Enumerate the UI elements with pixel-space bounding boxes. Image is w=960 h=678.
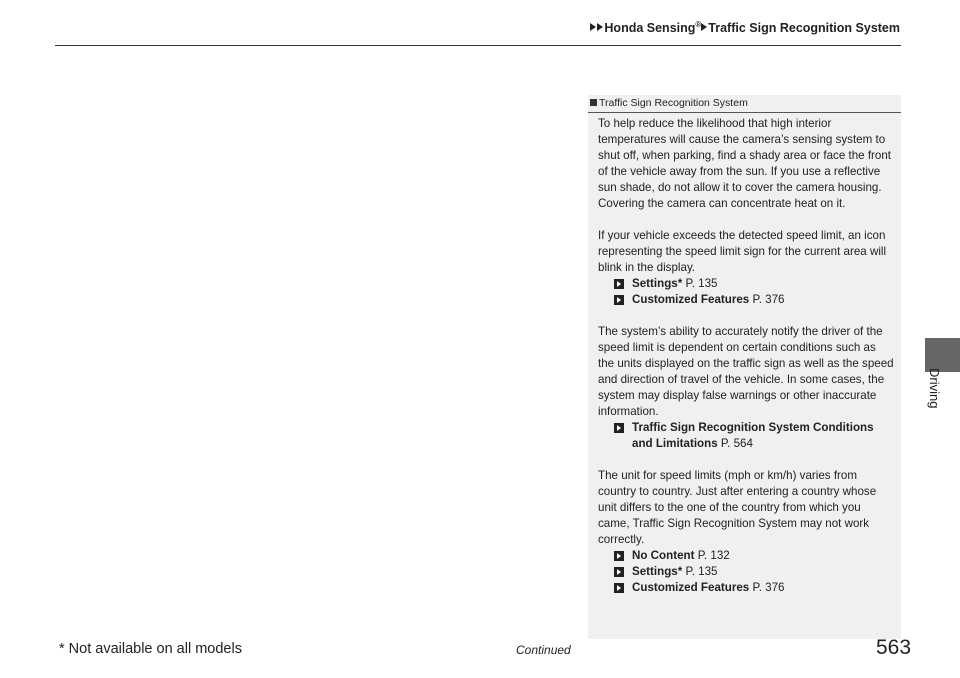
reference-title: Customized Features [632, 581, 750, 594]
arrow-icon [597, 23, 603, 31]
header-rule [55, 45, 901, 46]
page-number: 563 [876, 636, 912, 659]
reference-list [598, 548, 894, 596]
reference-list [598, 420, 894, 452]
cross-reference-link[interactable] [598, 564, 894, 580]
registered-mark: ® [695, 20, 702, 29]
cross-reference-link[interactable] [598, 292, 894, 308]
reference-title: Settings [632, 277, 678, 290]
reference-page: P. 135 [682, 277, 718, 290]
arrow-icon [590, 23, 596, 31]
breadcrumb-topic: Traffic Sign Recognition System [708, 21, 900, 36]
reference-arrow-icon [614, 295, 624, 305]
reference-page: P. 376 [749, 293, 785, 306]
paragraph-camera-heat: To help reduce the likelihood that high interior temperatures will cause the camera’s sensing system to shut off, when parking, find a shady area or face the front of the vehicle away from the sun. If you use a reflective sun shade, do not allow it to cover the camera housing. Covering the camera can concentrate heat on it. [598, 117, 892, 210]
footnote: * Not available on all models [59, 641, 242, 657]
chapter-tab-label: Driving [927, 368, 942, 409]
cross-reference-link[interactable] [598, 548, 894, 564]
reference-title: Settings [632, 565, 678, 578]
reference-page: P. 132 [694, 549, 730, 562]
reference-list [598, 276, 894, 308]
reference-page: P. 564 [717, 437, 753, 450]
cross-reference-link[interactable] [598, 580, 894, 596]
breadcrumb [590, 20, 900, 35]
not-all-models-star: * [677, 277, 683, 290]
reference-arrow-icon [614, 551, 624, 561]
reference-arrow-icon [614, 279, 624, 289]
reference-page: P. 376 [749, 581, 785, 594]
paragraph-accuracy: The system’s ability to accurately notify the driver of the speed limit is dependent on certain conditions such as the units displayed on the traffic sign as well as the speed and direction of travel of the vehicle. In some cases, the system may display false warnings or other inaccurate information. [598, 325, 894, 418]
paragraph-units: The unit for speed limits (mph or km/h) varies from country to country. Just after entering a country whose unit differs to the one of the country from which you came, Traffic Sign Recognition System may not work correctly. [598, 469, 877, 546]
note-content [598, 116, 894, 612]
chapter-tab[interactable] [925, 338, 960, 372]
not-all-models-star: * [677, 565, 683, 578]
reference-arrow-icon [614, 567, 624, 577]
note-panel-title: Traffic Sign Recognition System [590, 97, 748, 109]
reference-title: No Content [632, 549, 695, 562]
arrow-icon [701, 23, 707, 31]
note-marker-icon [590, 99, 597, 106]
reference-title: Customized Features [632, 293, 750, 306]
cross-reference-link[interactable] [598, 276, 894, 292]
note-panel-rule [588, 112, 901, 113]
paragraph-speed-limit: If your vehicle exceeds the detected speed limit, an icon representing the speed limit sign for the current area will blink in the display. [598, 229, 887, 274]
cross-reference-link[interactable] [598, 420, 894, 452]
reference-page: P. 135 [682, 565, 718, 578]
reference-arrow-icon [614, 423, 624, 433]
breadcrumb-section: Honda Sensing [604, 21, 696, 36]
reference-title: Traffic Sign Recognition System Conditions and Limitations [632, 421, 874, 450]
continued-label: Continued [516, 643, 571, 657]
reference-arrow-icon [614, 583, 624, 593]
